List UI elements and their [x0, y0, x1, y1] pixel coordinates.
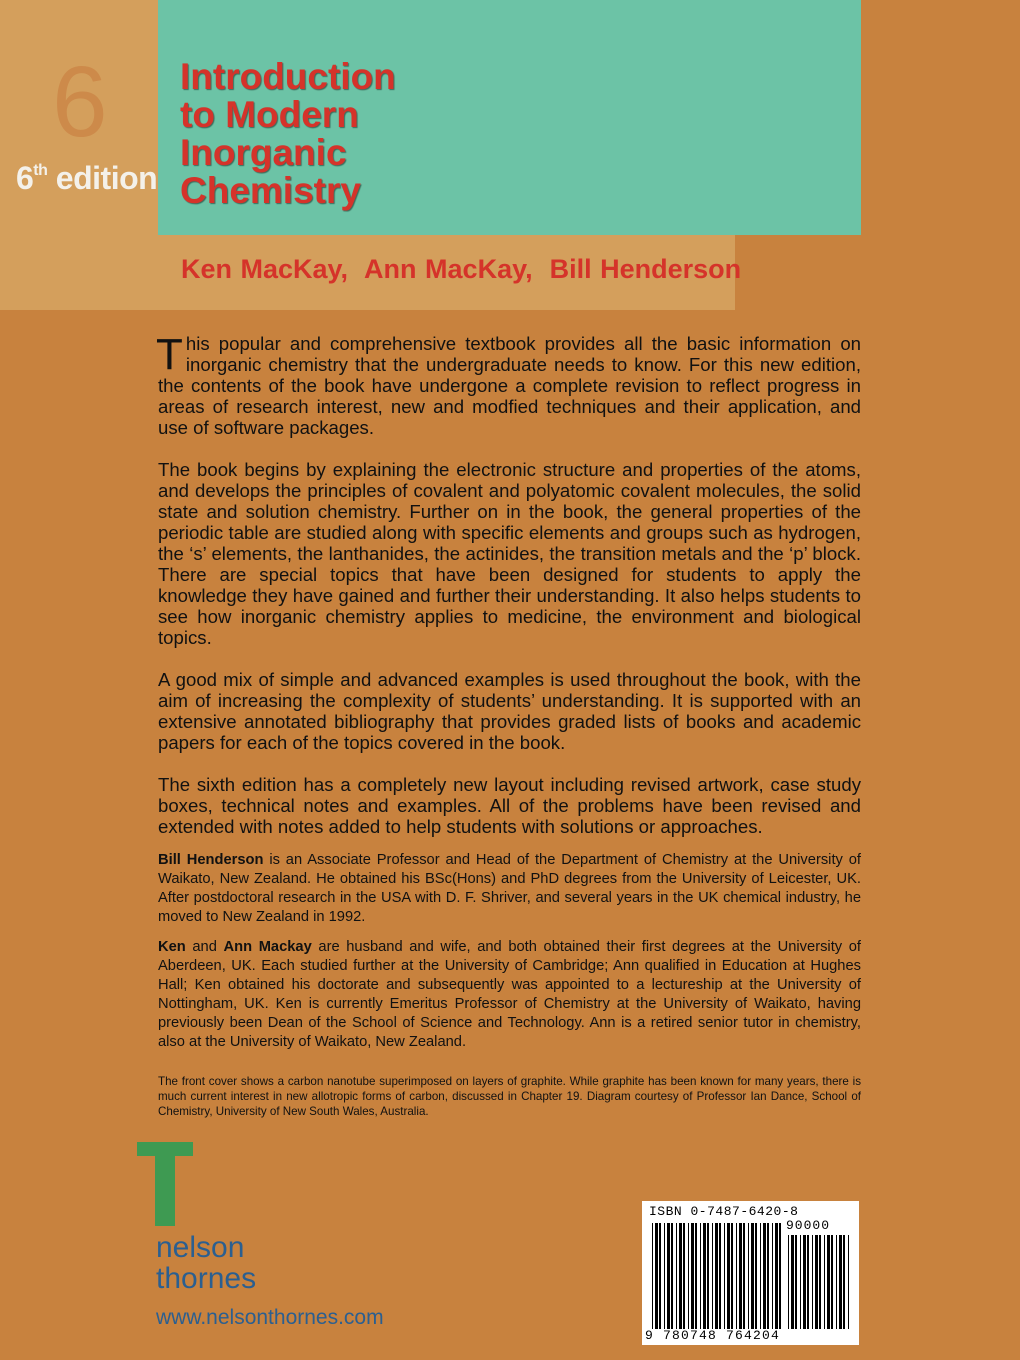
- barcode-bar: [800, 1235, 801, 1329]
- barcode-bar: [779, 1223, 781, 1329]
- barcode-bar: [700, 1223, 701, 1329]
- title-line: Chemistry: [180, 170, 361, 211]
- edition-word: edition: [55, 160, 158, 196]
- barcode-bar: [676, 1223, 677, 1329]
- publisher-name: [156, 1232, 256, 1294]
- barcode-bar: [788, 1235, 789, 1329]
- bio-and-word: and: [185, 939, 224, 955]
- barcode-bar: [739, 1223, 742, 1329]
- barcode-bar: [703, 1223, 706, 1329]
- barcode-bar: [655, 1223, 658, 1329]
- barcode-bar: [827, 1235, 830, 1329]
- publisher-name-line: thornes: [156, 1262, 257, 1295]
- title-line: Introduction: [180, 56, 396, 97]
- barcode-bar: [736, 1223, 737, 1329]
- barcode-bar: [819, 1235, 821, 1329]
- barcode-bar: [760, 1223, 761, 1329]
- edition-number: 6: [52, 46, 108, 158]
- barcode-bar: [775, 1223, 778, 1329]
- barcode-bar: [831, 1235, 833, 1329]
- author-bios: [158, 851, 861, 1063]
- blurb-paragraph-1: [156, 330, 861, 438]
- drop-cap: T: [156, 330, 183, 379]
- barcode-bar: [743, 1223, 745, 1329]
- barcode-bar: [763, 1223, 766, 1329]
- barcode-bar: [731, 1223, 733, 1329]
- barcode-bar: [719, 1223, 721, 1329]
- bio-ann-name: Ann Mackay: [223, 939, 312, 955]
- barcode-bar: [659, 1223, 661, 1329]
- barcode-bar: [715, 1223, 718, 1329]
- barcode-bar: [836, 1235, 837, 1329]
- price-code: 90000: [786, 1218, 831, 1233]
- barcode-bar: [824, 1235, 825, 1329]
- ean-number: 9 780748 764204: [645, 1328, 781, 1343]
- barcode-bar: [772, 1223, 773, 1329]
- barcode-bar: [848, 1235, 849, 1329]
- barcode-bar: [688, 1223, 689, 1329]
- bio-henderson: [158, 851, 861, 927]
- barcode-bar: [803, 1235, 806, 1329]
- barcode-bar: [748, 1223, 749, 1329]
- barcode-bar: [812, 1235, 813, 1329]
- blurb-paragraph-4: The sixth edition has a completely new layout including revised artwork, case study boxes, technical notes and examples. All of the problems have been revised and extended with notes added to help students with solutions or approaches.: [158, 774, 861, 837]
- publisher-website: www.nelsonthornes.com: [156, 1306, 384, 1329]
- edition-label: [16, 160, 157, 197]
- barcode-bar: [724, 1223, 725, 1329]
- edition-ordinal: 6: [16, 160, 34, 196]
- title-line: to Modern: [180, 94, 359, 135]
- barcode-bar: [671, 1223, 673, 1329]
- barcode-bar: [727, 1223, 730, 1329]
- barcode-bar: [712, 1223, 713, 1329]
- blurb-text: [156, 330, 861, 858]
- barcode-bar: [767, 1223, 769, 1329]
- barcode-bar: [807, 1235, 809, 1329]
- barcode-bar: [791, 1235, 794, 1329]
- author-names: Ken MacKay, Ann MacKay, Bill Henderson: [181, 254, 742, 284]
- publisher-logo-icon: [137, 1142, 193, 1226]
- barcode-bar: [652, 1223, 653, 1329]
- isbn-barcode: [642, 1201, 859, 1345]
- bio-henderson-text: is an Associate Professor and Head of the Department of Chemistry at the University of Waikato, New Zealand. He obtained his BSc(Hons) and PhD degrees from the University of Leicester, UK. After postdoctoral research in the USA with D. F. Shriver, and several years in the UK chemical industry, he moved to New Zealand in 1992.: [158, 852, 861, 925]
- bio-mackay: [158, 938, 861, 1052]
- blurb-paragraph-1-text: his popular and comprehensive textbook provides all the basic information on inorganic chemistry that the undergraduate needs to know. For this new edition, the contents of the book have undergone a complete revision to reflect progress in areas of research interest, new and modfied techniques and their application, and use of software packages.: [158, 333, 861, 438]
- barcode-bar: [695, 1223, 697, 1329]
- bio-ken-name: Ken: [158, 939, 186, 955]
- barcode-bar: [707, 1223, 709, 1329]
- barcode-bar: [755, 1223, 757, 1329]
- bio-mackay-text: are husband and wife, and both obtained their first degrees at the University of Aberdeen, UK. Each studied further at the University of Cambridge; Ann qualified in Education at Hughes Hall; Ken obtained his doctorate and subsequently was appointed to a lectureship at the University of Nottingham, UK. Ken is currently Emeritus Professor of Chemistry at the University of Waikato, having previously been Dean of the School of Science and Technology. Ann is a retired senior tutor in chemistry, also at the University of Waikato, New Zealand.: [158, 939, 861, 1050]
- barcode-bar: [667, 1223, 670, 1329]
- cover-note: The front cover shows a carbon nanotube superimposed on layers of graphite. While graphite has been known for many years, there is much current interest in new allotropic forms of carbon, discussed in Chapter 19. Diagram courtesy of Professor Ian Dance, School of Chemistry, University of New South Wales, Australia.: [158, 1075, 861, 1118]
- barcode-bar: [679, 1223, 682, 1329]
- barcode-bar: [683, 1223, 685, 1329]
- barcode-bar: [795, 1235, 797, 1329]
- barcode-bar: [664, 1223, 665, 1329]
- bio-henderson-name: Bill Henderson: [158, 852, 264, 868]
- edition-ordinal-suffix: th: [33, 162, 48, 179]
- barcode-bar: [815, 1235, 818, 1329]
- barcode-bar: [839, 1235, 842, 1329]
- barcode-bar: [843, 1235, 845, 1329]
- barcode-bar: [691, 1223, 694, 1329]
- blurb-paragraph-2: The book begins by explaining the electronic structure and properties of the atoms, and develops the principles of covalent and polyatomic covalent molecules, the solid state and solution chemistry. Further on in the book, the general properties of the periodic table are studied along with specific elements and groups such as hydrogen, the ‘s’ elements, the lanthanides, the actinides, the transition metals and the ‘p’ block. There are special topics that have been designed for students to apply the knowledge they have gained and further their understanding. It also helps students to see how inorganic chemistry applies to medicine, the environment and biological topics.: [158, 459, 861, 648]
- publisher-name-line: nelson: [156, 1231, 245, 1264]
- book-title: [180, 58, 396, 210]
- blurb-paragraph-3: A good mix of simple and advanced examples is used throughout the book, with the aim of increasing the complexity of students’ understanding. It is supported with an extensive annotated bibliography that provides graded lists of books and academic papers for each of the topics covered in the book.: [158, 669, 861, 753]
- isbn-number: ISBN 0-7487-6420-8: [649, 1204, 799, 1219]
- barcode-bar: [751, 1223, 754, 1329]
- title-line: Inorganic: [180, 132, 347, 173]
